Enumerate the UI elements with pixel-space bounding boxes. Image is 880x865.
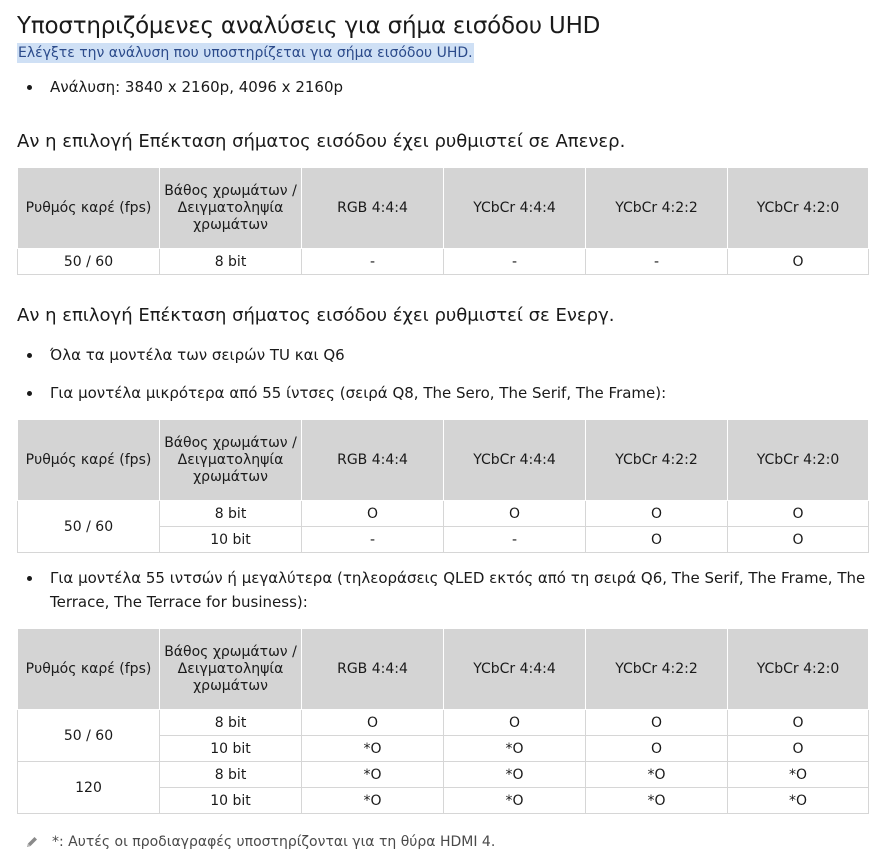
cell-ycbcr444: - xyxy=(444,527,586,553)
header-color-depth: Βάθος χρωμάτων / Δειγματοληψία χρωμάτων xyxy=(160,168,302,249)
cell-ycbcr420: *O xyxy=(728,788,869,814)
header-ycbcr422: YCbCr 4:2:2 xyxy=(586,629,728,710)
header-frame-rate: Ρυθμός καρέ (fps) xyxy=(18,168,160,249)
cell-ycbcr444: *O xyxy=(444,762,586,788)
cell-ycbcr420: O xyxy=(728,736,869,762)
header-ycbcr444: YCbCr 4:4:4 xyxy=(444,629,586,710)
cell-fps: 120 xyxy=(18,762,160,814)
cell-ycbcr420: O xyxy=(728,710,869,736)
table-row xyxy=(18,249,869,275)
header-rgb444: RGB 4:4:4 xyxy=(302,420,444,501)
cell-depth: 10 bit xyxy=(160,736,302,762)
header-ycbcr444: YCbCr 4:4:4 xyxy=(444,420,586,501)
document-page xyxy=(17,0,868,850)
cell-ycbcr422: - xyxy=(586,249,728,275)
cell-rgb444: O xyxy=(302,710,444,736)
header-color-depth: Βάθος χρωμάτων / Δειγματοληψία χρωμάτων xyxy=(160,629,302,710)
cell-ycbcr422: O xyxy=(586,710,728,736)
cell-fps: 50 / 60 xyxy=(18,710,160,762)
footnote xyxy=(17,832,495,852)
large-models-item: Για μοντέλα 55 ιντσών ή μεγαλύτερα (τηλεοράσεις QLED εκτός από τη σειρά Q6, The Serif, The Frame, The Terrace, The Terrace for business): xyxy=(17,566,868,614)
header-rgb444: RGB 4:4:4 xyxy=(302,168,444,249)
header-color-depth: Βάθος χρωμάτων / Δειγματοληψία χρωμάτων xyxy=(160,420,302,501)
cell-ycbcr444: O xyxy=(444,501,586,527)
cell-ycbcr422: O xyxy=(586,501,728,527)
cell-rgb444: *O xyxy=(302,788,444,814)
cell-depth: 8 bit xyxy=(160,249,302,275)
footnote-text: *: Αυτές οι προδιαγραφές υποστηρίζονται για τη θύρα HDMI 4. xyxy=(52,834,496,850)
cell-depth: 8 bit xyxy=(160,762,302,788)
models-list xyxy=(17,343,868,405)
cell-ycbcr444: O xyxy=(444,710,586,736)
resolution-item: Ανάλυση: 3840 x 2160p, 4096 x 2160p xyxy=(17,75,868,99)
table-header-row xyxy=(18,168,869,249)
small-models-item: Για μοντέλα μικρότερα από 55 ίντσες (σειρά Q8, The Sero, The Serif, The Frame): xyxy=(17,381,868,405)
header-ycbcr444: YCbCr 4:4:4 xyxy=(444,168,586,249)
cell-rgb444: - xyxy=(302,527,444,553)
cell-rgb444: O xyxy=(302,501,444,527)
cell-ycbcr420: O xyxy=(728,249,869,275)
models-item: Όλα τα μοντέλα των σειρών TU και Q6 xyxy=(17,343,868,367)
cell-ycbcr420: *O xyxy=(728,762,869,788)
cell-ycbcr422: *O xyxy=(586,788,728,814)
page-subtitle: Ελέγξτε την ανάλυση που υποστηρίζεται για σήμα εισόδου UHD. xyxy=(18,45,473,61)
header-ycbcr420: YCbCr 4:2:0 xyxy=(728,629,869,710)
cell-depth: 8 bit xyxy=(160,710,302,736)
table-row xyxy=(18,710,869,736)
cell-rgb444: *O xyxy=(302,762,444,788)
header-frame-rate: Ρυθμός καρέ (fps) xyxy=(18,420,160,501)
page-title: Υποστηριζόμενες αναλύσεις για σήμα εισόδου UHD xyxy=(17,13,601,39)
cell-rgb444: - xyxy=(302,249,444,275)
large-models-list xyxy=(17,566,868,614)
cell-depth: 10 bit xyxy=(160,527,302,553)
resolution-list xyxy=(17,75,868,99)
cell-fps: 50 / 60 xyxy=(18,249,160,275)
cell-ycbcr420: O xyxy=(728,501,869,527)
cell-ycbcr420: O xyxy=(728,527,869,553)
header-ycbcr422: YCbCr 4:2:2 xyxy=(586,168,728,249)
cell-ycbcr444: *O xyxy=(444,736,586,762)
cell-ycbcr444: - xyxy=(444,249,586,275)
table-expansion-off xyxy=(17,167,869,275)
table-header-row xyxy=(18,629,869,710)
cell-ycbcr422: O xyxy=(586,736,728,762)
cell-fps: 50 / 60 xyxy=(18,501,160,553)
table-row xyxy=(18,501,869,527)
table-small-models xyxy=(17,419,869,553)
table-large-models xyxy=(17,628,869,814)
table-header-row xyxy=(18,420,869,501)
cell-ycbcr444: *O xyxy=(444,788,586,814)
cell-ycbcr422: *O xyxy=(586,762,728,788)
table-row xyxy=(18,762,869,788)
header-rgb444: RGB 4:4:4 xyxy=(302,629,444,710)
header-ycbcr422: YCbCr 4:2:2 xyxy=(586,420,728,501)
section-on-heading: Αν η επιλογή Επέκταση σήματος εισόδου έχει ρυθμιστεί σε Ενεργ. xyxy=(17,305,615,326)
section-off-heading: Αν η επιλογή Επέκταση σήματος εισόδου έχει ρυθμιστεί σε Απενερ. xyxy=(17,131,626,152)
cell-rgb444: *O xyxy=(302,736,444,762)
cell-ycbcr422: O xyxy=(586,527,728,553)
cell-depth: 10 bit xyxy=(160,788,302,814)
cell-depth: 8 bit xyxy=(160,501,302,527)
header-frame-rate: Ρυθμός καρέ (fps) xyxy=(18,629,160,710)
header-ycbcr420: YCbCr 4:2:0 xyxy=(728,420,869,501)
header-ycbcr420: YCbCr 4:2:0 xyxy=(728,168,869,249)
pencil-icon xyxy=(25,835,39,849)
